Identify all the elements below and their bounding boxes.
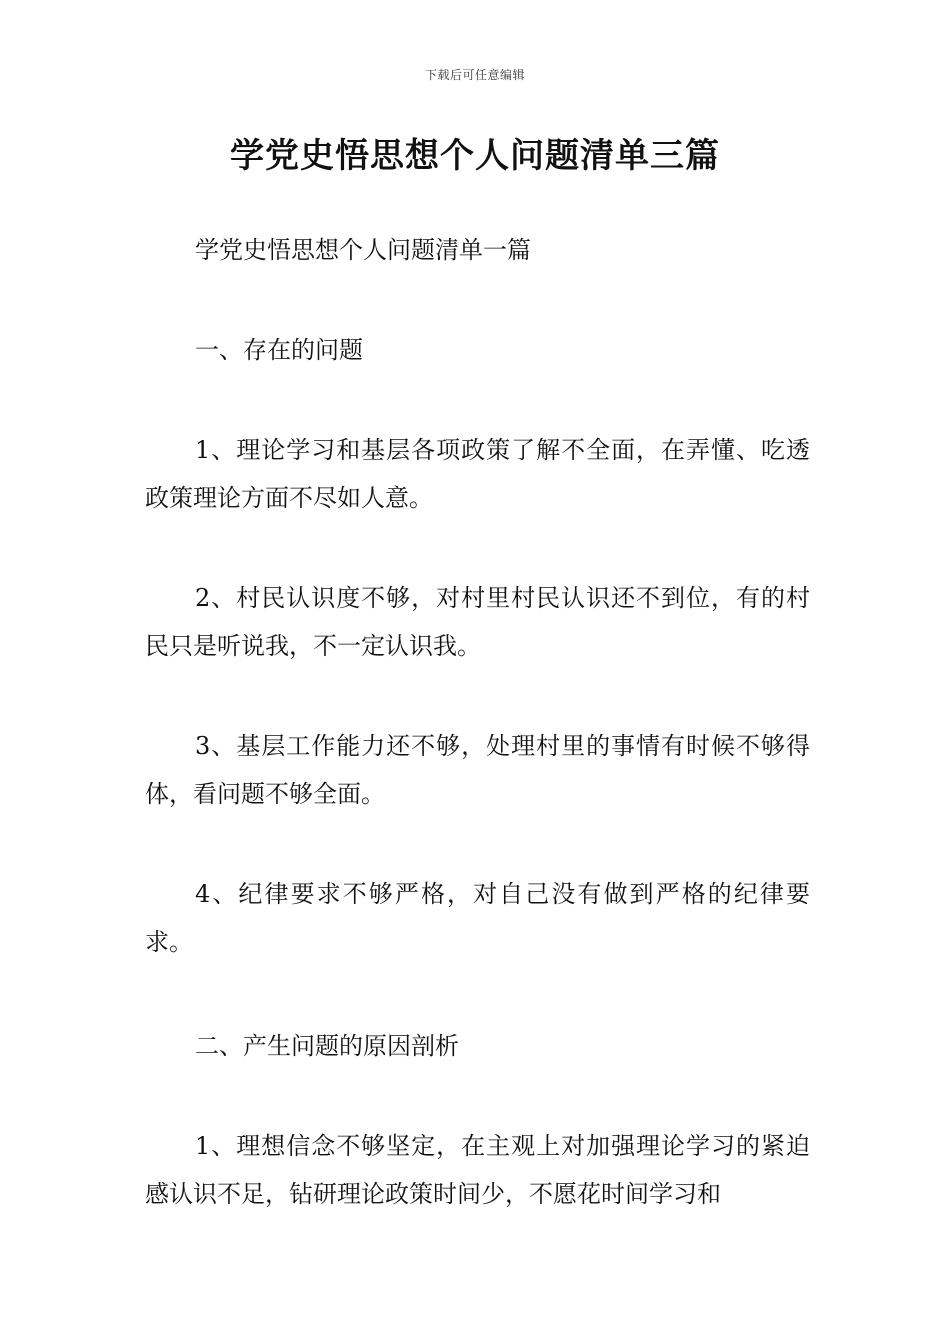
problem-item-2: 2、村民认识度不够，对村里村民认识还不到位，有的村民只是听说我，不一定认识我。	[145, 584, 810, 660]
cause-item-1: 1、理想信念不够坚定，在主观上对加强理论学习的紧迫感认识不足，钻研理论政策时间少，不愿花时间学习和	[145, 1132, 810, 1208]
problem-item-3: 3、基层工作能力还不够，处理村里的事情有时候不够得体，看问题不够全面。	[145, 732, 810, 808]
section-heading-causes: 二、产生问题的原因剖析	[195, 1032, 459, 1060]
problem-item-1: 1、理论学习和基层各项政策了解不全面，在弄懂、吃透政策理论方面不尽如人意。	[145, 436, 810, 512]
problem-item-4: 4、纪律要求不够严格，对自己没有做到严格的纪律要求。	[145, 880, 810, 956]
header-note: 下载后可任意编辑	[424, 68, 525, 82]
document-title: 学党史悟思想个人问题清单三篇	[230, 136, 720, 176]
document-subtitle: 学党史悟思想个人问题清单一篇	[195, 236, 531, 264]
section-heading-problems: 一、存在的问题	[195, 336, 363, 364]
